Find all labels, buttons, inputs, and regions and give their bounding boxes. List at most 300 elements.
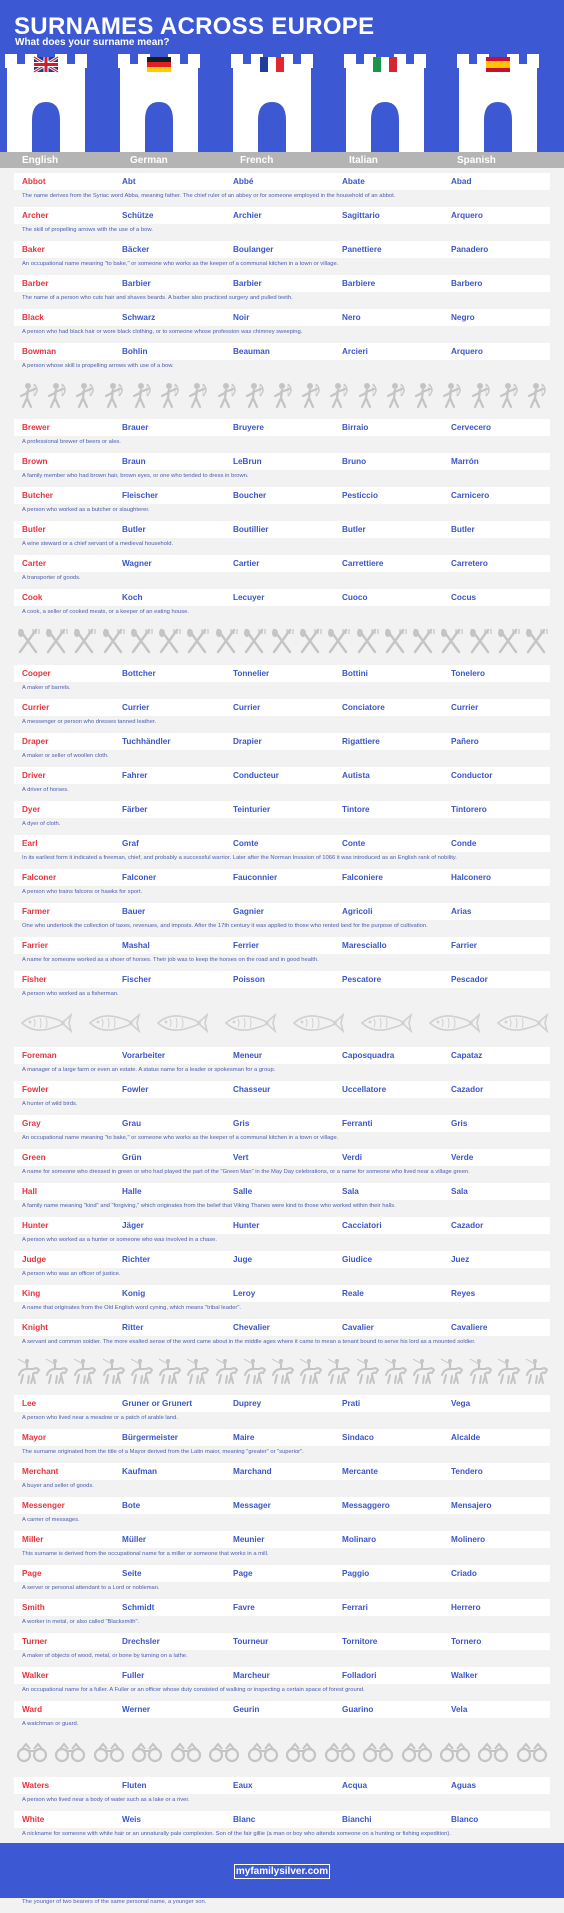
surname-italian: Prati	[342, 1399, 361, 1408]
surname-description: A maker or seller of woollen cloth.	[22, 753, 109, 759]
surname-spanish: Walker	[451, 1671, 478, 1680]
surname-description: A maker of objects of wood, metal, or bone by turning on a lathe.	[22, 1653, 188, 1659]
surname-italian: Falconiere	[342, 873, 383, 882]
surname-english: White	[22, 1815, 45, 1824]
surname-french: Geurin	[233, 1705, 260, 1714]
surname-spanish: Halconero	[451, 873, 492, 882]
binoculars-icon	[324, 1740, 356, 1771]
surname-description: A person who lived near a body of water such as a lake or a river.	[22, 1797, 190, 1803]
surname-german: Weis	[122, 1815, 141, 1824]
knight-icon	[355, 1358, 379, 1389]
surname-german: Kaufman	[122, 1467, 158, 1476]
surname-name-row	[14, 1701, 550, 1718]
column-header-italian: Italian	[349, 155, 378, 166]
surname-french: Boulanger	[233, 245, 274, 254]
surname-entry	[14, 419, 550, 451]
surname-name-row	[14, 1047, 550, 1064]
surname-english: Foreman	[22, 1051, 57, 1060]
surname-entry	[14, 767, 550, 799]
surname-english: Page	[22, 1569, 42, 1578]
surname-name-row	[14, 1395, 550, 1412]
surname-german: Bottcher	[122, 669, 156, 678]
spain-flag	[486, 57, 510, 72]
surname-name-row	[14, 1429, 550, 1446]
decorative-icon-row	[14, 623, 550, 663]
decorative-icon-row	[14, 1735, 550, 1775]
surname-description: A professional brewer of beers or ales.	[22, 439, 121, 445]
decorative-icon-row	[14, 1353, 550, 1393]
surname-french: Chevalier	[233, 1323, 270, 1332]
surname-german: Butler	[122, 525, 146, 534]
surname-german: Ritter	[122, 1323, 144, 1332]
archer-icon	[355, 382, 379, 413]
surname-french: Marchand	[233, 1467, 272, 1476]
cutlery-icon	[185, 628, 209, 659]
surname-italian: Bottini	[342, 669, 368, 678]
surname-italian: Cuoco	[342, 593, 368, 602]
surname-french: Teinturier	[233, 805, 271, 814]
surname-german: Brauer	[122, 423, 149, 432]
binoculars-icon	[247, 1740, 279, 1771]
surname-italian: Tornitore	[342, 1637, 378, 1646]
surname-description: An occupational name meaning "to bake," or someone who works as the keeper of a communal kitchen in a town or village.	[22, 1135, 339, 1141]
surname-entry	[14, 309, 550, 341]
surname-spanish: Tintorero	[451, 805, 487, 814]
surname-german: Drechsler	[122, 1637, 160, 1646]
surname-spanish: Cazador	[451, 1221, 484, 1230]
surname-english: Earl	[22, 839, 38, 848]
surname-italian: Verdi	[342, 1153, 363, 1162]
surname-french: Meunier	[233, 1535, 265, 1544]
surname-french: Salle	[233, 1187, 253, 1196]
surname-german: Vorarbeiter	[122, 1051, 166, 1060]
surname-entry	[14, 869, 550, 901]
surname-spanish: Gris	[451, 1119, 468, 1128]
surname-description: The surname originated from the title of a Mayor derived from the Latin maior, meaning "greater" or "superior".	[22, 1449, 304, 1455]
cutlery-icon	[157, 628, 181, 659]
archer-icon	[326, 382, 350, 413]
surname-italian: Conte	[342, 839, 366, 848]
surname-spanish: Panadero	[451, 245, 489, 254]
surname-name-row	[14, 343, 550, 360]
surname-italian: Pesticcio	[342, 491, 378, 500]
archer-icon	[16, 382, 40, 413]
surname-french: Poisson	[233, 975, 265, 984]
surname-entry	[14, 275, 550, 307]
surname-spanish: Tornero	[451, 1637, 482, 1646]
surname-german: Konig	[122, 1289, 146, 1298]
surname-spanish: Cervecero	[451, 423, 492, 432]
surname-description: The younger of two bearers of the same personal name, a younger son.	[22, 1899, 207, 1905]
surname-description: One who undertook the collection of taxes, revenues, and imposts. After the 17th century it was applied to those who rented land for the purpose of cultivation.	[22, 923, 428, 929]
surname-description: A dyer of cloth.	[22, 821, 61, 827]
surname-english: Gray	[22, 1119, 41, 1128]
fish-icon	[424, 1010, 480, 1041]
fish-icon	[16, 1010, 72, 1041]
surname-italian: Ferranti	[342, 1119, 373, 1128]
knight-icon	[185, 1358, 209, 1389]
knight-icon	[214, 1358, 238, 1389]
surname-italian: Panettiere	[342, 245, 382, 254]
surname-description: A person who worked as a fisherman.	[22, 991, 119, 997]
surname-spanish: Currier	[451, 703, 479, 712]
surname-german: Fuller	[122, 1671, 145, 1680]
surname-name-row	[14, 1115, 550, 1132]
surname-french: Boucher	[233, 491, 267, 500]
surname-french: Gris	[233, 1119, 250, 1128]
archer-icon	[524, 382, 548, 413]
surname-name-row	[14, 1531, 550, 1548]
surname-entry	[14, 589, 550, 621]
surname-german: Schwarz	[122, 313, 156, 322]
surname-description: A buyer and seller of goods.	[22, 1483, 94, 1489]
surname-description: The name derives from the Syriac word Abba, meaning father. The chief ruler of an abbey or for someone employed in the household of an abbot.	[22, 193, 396, 199]
knight-icon	[44, 1358, 68, 1389]
surname-description: The name of a person who cuts hair and shaves beards. A barber also practiced surgery and pulled teeth.	[22, 295, 293, 301]
surname-french: Abbé	[233, 177, 254, 186]
surname-italian: Nero	[342, 313, 361, 322]
surname-german: Grau	[122, 1119, 142, 1128]
surname-german: Tuchhändler	[122, 737, 171, 746]
germany-flag	[147, 57, 171, 72]
surname-french: Fauconnier	[233, 873, 278, 882]
surname-spanish: Criado	[451, 1569, 477, 1578]
cutlery-icon	[44, 628, 68, 659]
surname-english: Smith	[22, 1603, 45, 1612]
surname-entry	[14, 835, 550, 867]
uk-flag	[34, 57, 58, 72]
surname-entry	[14, 1811, 550, 1843]
page-subtitle: What does your surname mean?	[15, 37, 170, 48]
surname-name-row	[14, 869, 550, 886]
surname-italian: Giudice	[342, 1255, 373, 1264]
surname-entry	[14, 1531, 550, 1563]
surname-italian: Reale	[342, 1289, 364, 1298]
surname-french: Bruyere	[233, 423, 264, 432]
surname-description: An occupational name meaning "to bake," or someone who works as the keeper of a communal kitchen in a town or village.	[22, 261, 339, 267]
surname-name-row	[14, 1319, 550, 1336]
surname-name-row	[14, 1081, 550, 1098]
surname-description: A person who lived near a meadow or a patch of arable land.	[22, 1415, 178, 1421]
surname-english: Farmer	[22, 907, 50, 916]
surname-entry	[14, 1429, 550, 1461]
surname-entry	[14, 971, 550, 1003]
surname-english: Knight	[22, 1323, 48, 1332]
surname-english: Butcher	[22, 491, 53, 500]
surname-english: Fowler	[22, 1085, 49, 1094]
surname-name-row	[14, 419, 550, 436]
surname-english: Cooper	[22, 669, 51, 678]
surname-description: A family member who had brown hair, brown eyes, or one who tended to dress in brown.	[22, 473, 249, 479]
surname-entry	[14, 1047, 550, 1079]
surname-english: Fisher	[22, 975, 47, 984]
surname-description: This surname is derived from the occupational name for a miller or someone that works in a mill.	[22, 1551, 269, 1557]
surname-spanish: Conde	[451, 839, 477, 848]
knight-icon	[468, 1358, 492, 1389]
surname-entry	[14, 241, 550, 273]
fish-icon	[288, 1010, 344, 1041]
surname-spanish: Pescador	[451, 975, 488, 984]
surname-french: Barbier	[233, 279, 262, 288]
surname-entry	[14, 1463, 550, 1495]
surname-italian: Ferrari	[342, 1603, 368, 1612]
surname-description: A hunter of wild birds.	[22, 1101, 78, 1107]
surname-english: Walker	[22, 1671, 49, 1680]
surname-entry	[14, 1217, 550, 1249]
surname-french: LeBrun	[233, 457, 262, 466]
surname-description: A person who had black hair or wore black clothing, or to someone whose profession was chimney sweeping.	[22, 329, 303, 335]
surname-italian: Mercante	[342, 1467, 378, 1476]
cutlery-icon	[355, 628, 379, 659]
surname-description: A worker in metal, or also called "Blacksmith".	[22, 1619, 140, 1625]
surname-name-row	[14, 589, 550, 606]
knight-icon	[524, 1358, 548, 1389]
surname-description: A transporter of goods.	[22, 575, 81, 581]
surname-description: A person who trains falcons or hawks for sport.	[22, 889, 143, 895]
surname-italian: Uccellatore	[342, 1085, 387, 1094]
surname-italian: Caposquadra	[342, 1051, 395, 1060]
surname-entry	[14, 173, 550, 205]
surname-french: Noir	[233, 313, 250, 322]
surname-italian: Guarino	[342, 1705, 374, 1714]
surname-english: King	[22, 1289, 41, 1298]
surname-german: Mashal	[122, 941, 150, 950]
surname-spanish: Negro	[451, 313, 475, 322]
surname-english: Driver	[22, 771, 46, 780]
surname-spanish: Vela	[451, 1705, 468, 1714]
surname-german: Falconer	[122, 873, 157, 882]
surname-spanish: Juez	[451, 1255, 470, 1264]
archer-icon	[242, 382, 266, 413]
surname-english: Miller	[22, 1535, 44, 1544]
surname-italian: Pescatore	[342, 975, 382, 984]
binoculars-icon	[16, 1740, 48, 1771]
surname-name-row	[14, 1463, 550, 1480]
knight-icon	[411, 1358, 435, 1389]
surname-italian: Agricoli	[342, 907, 373, 916]
surname-description: The skill of propelling arrows with the use of a bow.	[22, 227, 153, 233]
surname-english: Draper	[22, 737, 49, 746]
surname-german: Fluten	[122, 1781, 147, 1790]
surname-description: A person who worked as a hunter or someone who was involved in a chase.	[22, 1237, 217, 1243]
surname-german: Wagner	[122, 559, 152, 568]
column-header-english: English	[22, 155, 59, 166]
surname-spanish: Arquero	[451, 211, 483, 220]
surname-french: Lecuyer	[233, 593, 265, 602]
surname-spanish: Arquero	[451, 347, 483, 356]
surname-entry	[14, 207, 550, 239]
cutlery-icon	[16, 628, 40, 659]
cutlery-icon	[129, 628, 153, 659]
decorative-icon-row	[14, 1005, 550, 1045]
surname-name-row	[14, 1183, 550, 1200]
surname-description: A family name meaning "kind" and "forgiving," which originates from the belief that Viking Thanes were kind to those who worked within their halls.	[22, 1203, 396, 1209]
surname-description: A person whose skill is propelling arrows with use of a bow.	[22, 363, 174, 369]
surname-german: Seite	[122, 1569, 142, 1578]
cutlery-icon	[214, 628, 238, 659]
surname-name-row	[14, 801, 550, 818]
surname-french: Juge	[233, 1255, 253, 1264]
surname-italian: Bruno	[342, 457, 367, 466]
surname-french: Favre	[233, 1603, 255, 1612]
surname-french: Archier	[233, 211, 262, 220]
surname-entry	[14, 1667, 550, 1699]
surname-name-row	[14, 1251, 550, 1268]
surname-french: Tourneur	[233, 1637, 269, 1646]
surname-entry	[14, 665, 550, 697]
surname-spanish: Blanco	[451, 1815, 479, 1824]
surname-name-row	[14, 767, 550, 784]
archer-icon	[157, 382, 181, 413]
surname-spanish: Verde	[451, 1153, 474, 1162]
surname-description: A person who worked as a butcher or slaughterer.	[22, 507, 150, 513]
cutlery-icon	[326, 628, 350, 659]
surname-description: A servant and common soldier. The more exalted sense of the word came about in the middle ages where it came to mean a tenant bound to serve his lord as a mounted soldier.	[22, 1339, 476, 1345]
surname-spanish: Cavaliere	[451, 1323, 488, 1332]
surname-description: In its earliest form it indicated a freeman, chief, and probably a successful warrior. Later after the Norman Invasion of 1066 it was introduced as an English rank of nobility.	[22, 855, 457, 861]
archer-icon	[468, 382, 492, 413]
france-flag	[260, 57, 284, 72]
surname-german: Schütze	[122, 211, 154, 220]
surname-english: Farrier	[22, 941, 48, 950]
cutlery-icon	[298, 628, 322, 659]
surname-spanish: Vega	[451, 1399, 471, 1408]
surname-german: Abt	[122, 177, 136, 186]
binoculars-icon	[170, 1740, 202, 1771]
surname-german: Schmidt	[122, 1603, 155, 1612]
surname-english: Carter	[22, 559, 47, 568]
binoculars-icon	[439, 1740, 471, 1771]
surname-german: Graf	[122, 839, 139, 848]
surname-name-row	[14, 937, 550, 954]
surname-english: Hunter	[22, 1221, 49, 1230]
surname-german: Jäger	[122, 1221, 144, 1230]
surname-english: Archer	[22, 211, 49, 220]
cutlery-icon	[468, 628, 492, 659]
cutlery-icon	[242, 628, 266, 659]
surname-english: Lee	[22, 1399, 37, 1408]
surname-italian: Cacciatori	[342, 1221, 382, 1230]
archer-icon	[101, 382, 125, 413]
surname-entry	[14, 1633, 550, 1665]
cutlery-icon	[411, 628, 435, 659]
knight-icon	[383, 1358, 407, 1389]
surname-spanish: Sala	[451, 1187, 468, 1196]
surname-italian: Molinaro	[342, 1535, 377, 1544]
surname-german: Barbier	[122, 279, 151, 288]
surname-spanish: Mensajero	[451, 1501, 492, 1510]
surname-spanish: Barbero	[451, 279, 483, 288]
cutlery-icon	[496, 628, 520, 659]
surname-entry	[14, 1777, 550, 1809]
archer-icon	[44, 382, 68, 413]
binoculars-icon	[477, 1740, 509, 1771]
surname-entry	[14, 1081, 550, 1113]
surname-entry	[14, 1701, 550, 1733]
surname-italian: Birraio	[342, 423, 369, 432]
surname-french: Maire	[233, 1433, 255, 1442]
column-header-french: French	[240, 155, 274, 166]
surname-german: Werner	[122, 1705, 151, 1714]
surname-entry	[14, 1599, 550, 1631]
surname-english: Cook	[22, 593, 43, 602]
surname-name-row	[14, 1497, 550, 1514]
surname-description: A watchman or guard.	[22, 1721, 79, 1727]
surname-entry	[14, 1251, 550, 1283]
surname-description: An occupational name for a fuller. A Fuller or an officer whose duty consisted of walking or inspecting a certain space of forest ground.	[22, 1687, 365, 1693]
surname-german: Fowler	[122, 1085, 149, 1094]
surname-spanish: Herrero	[451, 1603, 481, 1612]
archer-icon	[411, 382, 435, 413]
surname-entry	[14, 555, 550, 587]
cutlery-icon	[439, 628, 463, 659]
fish-icon	[356, 1010, 412, 1041]
fish-icon	[492, 1010, 548, 1041]
surname-spanish: Butler	[451, 525, 475, 534]
surname-description: A person who was an officer of justice.	[22, 1271, 121, 1277]
surname-description: A maker of barrels.	[22, 685, 71, 691]
knight-icon	[326, 1358, 350, 1389]
surname-english: Brown	[22, 457, 48, 466]
surname-german: Koch	[122, 593, 143, 602]
surname-spanish: Aguas	[451, 1781, 477, 1790]
italy-flag	[373, 57, 397, 72]
surname-italian: Rigattiere	[342, 737, 380, 746]
surname-french: Currier	[233, 703, 261, 712]
knight-icon	[298, 1358, 322, 1389]
surname-entry	[14, 801, 550, 833]
archer-icon	[214, 382, 238, 413]
surname-german: Grün	[122, 1153, 142, 1162]
surname-spanish: Conductor	[451, 771, 493, 780]
decorative-icon-row	[14, 377, 550, 417]
surname-spanish: Arias	[451, 907, 472, 916]
surname-german: Fahrer	[122, 771, 148, 780]
surname-entry	[14, 1319, 550, 1351]
surname-description: A name that originates from the Old English word cyning, which means "tribal leader".	[22, 1305, 242, 1311]
surname-name-row	[14, 1217, 550, 1234]
knight-icon	[129, 1358, 153, 1389]
surname-french: Vert	[233, 1153, 249, 1162]
surname-french: Cartier	[233, 559, 260, 568]
surname-entry	[14, 903, 550, 935]
surname-german: Halle	[122, 1187, 142, 1196]
cutlery-icon	[101, 628, 125, 659]
surname-spanish: Reyes	[451, 1289, 476, 1298]
surname-name-row	[14, 309, 550, 326]
archer-icon	[298, 382, 322, 413]
surname-french: Tonnelier	[233, 669, 270, 678]
surname-entry	[14, 1395, 550, 1427]
surname-entry	[14, 1115, 550, 1147]
binoculars-icon	[131, 1740, 163, 1771]
surname-french: Page	[233, 1569, 253, 1578]
surname-entry	[14, 1565, 550, 1597]
surname-french: Drapier	[233, 737, 262, 746]
surname-italian: Maresciallo	[342, 941, 387, 950]
knight-icon	[496, 1358, 520, 1389]
surname-spanish: Capataz	[451, 1051, 483, 1060]
surname-spanish: Tendero	[451, 1467, 483, 1476]
surname-english: Butler	[22, 525, 46, 534]
surname-italian: Paggio	[342, 1569, 370, 1578]
archer-icon	[72, 382, 96, 413]
surname-german: Bürgermeister	[122, 1433, 178, 1442]
footer-logo[interactable]: myfamilysilver.com	[235, 1866, 329, 1877]
surname-spanish: Alcalde	[451, 1433, 481, 1442]
surname-spanish: Abad	[451, 177, 472, 186]
surname-french: Hunter	[233, 1221, 260, 1230]
